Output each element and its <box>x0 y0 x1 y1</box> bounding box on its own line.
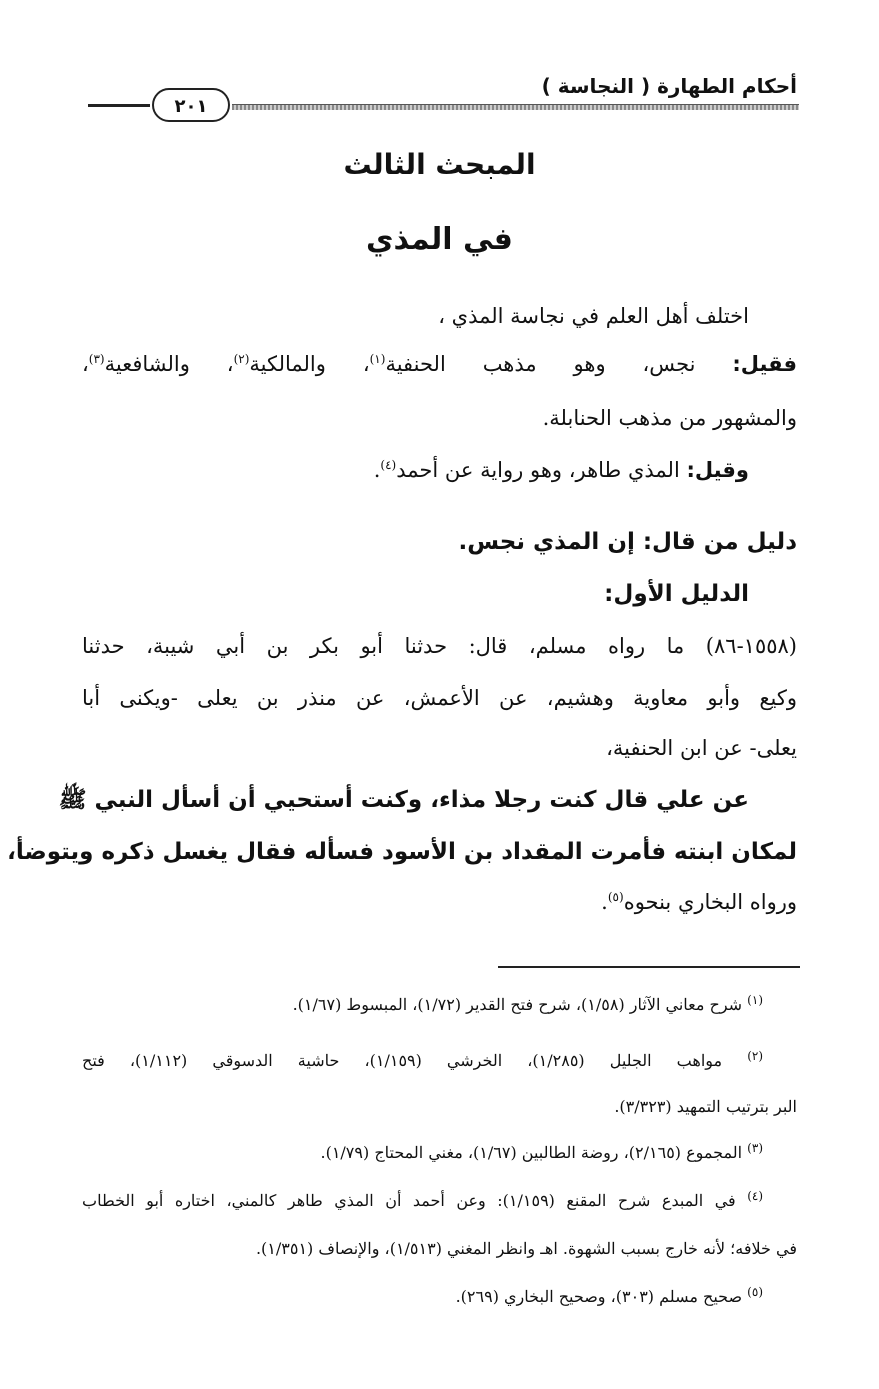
intro-line: اختلف أهل العلم في نجاسة المذي ، <box>438 304 749 328</box>
section-title: المبحث الثالث <box>343 148 536 181</box>
opinion-2: وقيل: المذي طاهر، وهو رواية عن أحمد$^{(٤)}$. <box>373 458 749 482</box>
footnote-ref-1[interactable]: (١) <box>369 352 386 366</box>
footnote-ref-3[interactable]: (٣) <box>88 352 105 366</box>
footnote-ref-5[interactable]: (٥) <box>607 890 624 904</box>
footnote-1: $^{(١)}$ شرح معاني الآثار (١/٥٨)، شرح فتح القدير (١/٧٢)، المبسوط (١/٦٧). <box>292 992 763 1014</box>
opinion-1-cont: والمشهور من مذهب الحنابلة. <box>542 406 797 430</box>
hadith-chain-line-1: (١٥٥٨-٨٦) ما رواه مسلم، قال: حدثنا أبو بكر بن أبي شيبة، حدثنا <box>82 634 797 658</box>
footnote-5: $^{(٥)}$ صحيح مسلم (٣٠٣)، وصحيح البخاري (٢٦٩). <box>455 1284 763 1306</box>
header-rule-left <box>88 104 150 107</box>
page-number: ٢٠١ <box>152 88 230 122</box>
footnote-2-cont: البر بترتيب التمهيد (٣/٣٢٣). <box>614 1097 797 1116</box>
footnote-4: $^{(٤)}$ في المبدع شرح المقنع (١/١٥٩): وعن أحمد أن المذي طاهر كالمني، اختاره أبو الخطاب <box>82 1188 764 1210</box>
footnote-ref-4[interactable]: (٤) <box>380 458 397 472</box>
hadith-chain-line-2: وكيع وأبو معاوية وهشيم، عن الأعمش، عن منذر بن يعلى -ويكنى أبا <box>82 686 797 710</box>
opinion-1: فقيل: نجس، وهو مذهب الحنفية$^{(١)}$، والمالكية$^{(٢)}$، والشافعية$^{(٣)}$، <box>82 352 797 376</box>
header-rule <box>232 104 799 110</box>
hadith-text-line-2: لمكان ابنته فأمرت المقداد بن الأسود فسأله فقال يغسل ذكره ويتوضأ، <box>7 839 797 865</box>
hadith-text-line-1: عن علي قال كنت رجلا مذاء، وكنت أستحيي أن أسأل النبي ﷺ <box>58 787 749 813</box>
hadith-chain-line-3: يعلى- عن ابن الحنفية، <box>606 736 797 760</box>
evidence-heading: دليل من قال: إن المذي نجس. <box>458 529 797 555</box>
footnote-2: $^{(٢)}$ مواهب الجليل (١/٢٨٥)، الخرشي (١/١٥٩)، حاشية الدسوقي (١/١١٢)، فتح <box>82 1048 764 1070</box>
footnote-separator <box>498 966 800 968</box>
footnote-3: $^{(٣)}$ المجموع (٢/١٦٥)، روضة الطالبين (١/٦٧)، مغني المحتاج (١/٧٩). <box>320 1140 763 1162</box>
first-evidence-heading: الدليل الأول: <box>604 581 749 607</box>
bukhari-line: ورواه البخاري بنحوه$^{(٥)}$. <box>601 890 797 914</box>
footnote-ref-2[interactable]: (٢) <box>233 352 250 366</box>
section-subtitle: في المذي <box>366 222 513 257</box>
footnote-4-cont: في خلافه؛ لأنه خارج بسبب الشهوة. اهـ وانظر المغني (١/٥١٣)، والإنصاف (١/٣٥١). <box>255 1239 797 1258</box>
running-title: أحكام الطهارة ( النجاسة ) <box>541 74 797 98</box>
